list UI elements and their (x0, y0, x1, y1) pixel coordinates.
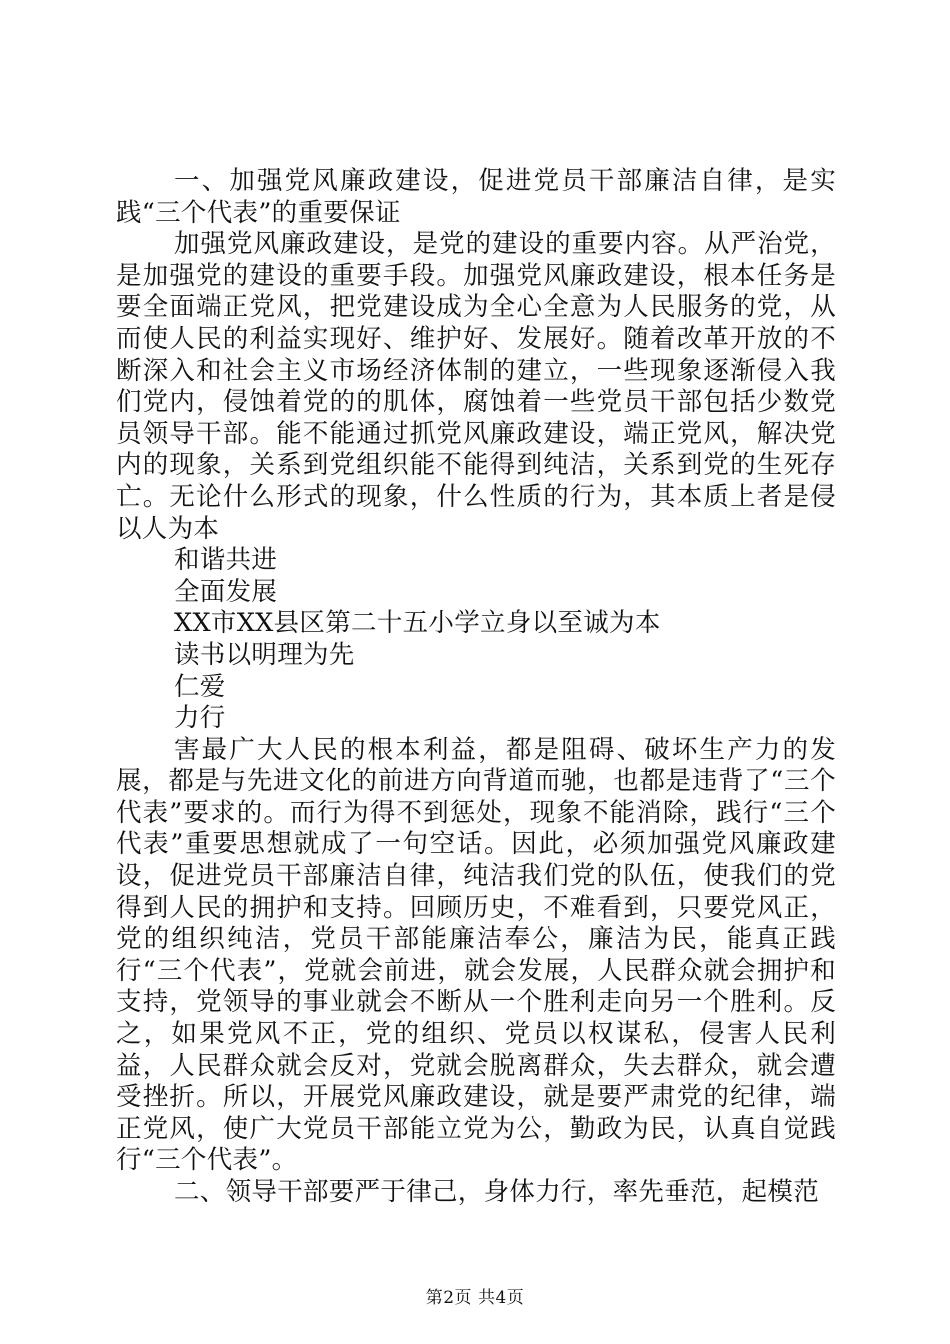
motto-line-5: 力行 (174, 703, 226, 734)
motto-line-2: 全面发展 (174, 576, 278, 607)
body-paragraph-1: 加强党风廉政建设，是党的建设的重要内容。从严治党，是加强党的建设的重要手段。加强党风廉政建设，根本任务是要全面端正党风，把党建设成为全心全意为人民服务的党，从而使人民的利益实现好、维护好、发展好。随着改革开放的不断深入和社会主义市场经济体制的建立，一些现象逐渐侵入我们党内，侵蚀着党的的肌体，腐蚀着一些党员干部包括少数党员领导干部。能不能通过抓党风廉政建设，端正党风，解决党内的现象，关系到党组织能不能得到纯洁，关系到党的生死存亡。无论什么形式的现象，什么性质的行为，其本质上者是侵以人为本 (116, 229, 836, 544)
motto-line-4: 仁爱 (174, 671, 226, 702)
document-body (116, 166, 836, 1209)
heading-paragraph-2: 二、领导干部要严于律己，身体力行，率先垂范，起模范 (174, 1177, 820, 1207)
motto-line-3: 读书以明理为先 (174, 639, 355, 670)
body-paragraph-2: 害最广大人民的根本利益，都是阻碍、破坏生产力的发展，都是与先进文化的前进方向背道而驰，也都是违背了“三个代表”要求的。而行为得不到惩处，现象不能消除，践行“三个代表”重要思想就成了一句空话。因此，必须加强党风廉政建设，促进党员干部廉洁自律，纯洁我们党的队伍，使我们的党得到人民的拥护和支持。回顾历史，不难看到，只要党风正，党的组织纯洁，党员干部能廉洁奉公，廉洁为民，能真正践行“三个代表”，党就会前进，就会发展，人民群众就会拥护和支持，党领导的事业就会不断从一个胜利走向另一个胜利。反之，如果党风不正，党的组织、党员以权谋私，侵害人民利益，人民群众就会反对，党就会脱离群众，失去群众，就会遭受挫折。所以，开展党风廉政建设，就是要严肃党的纪律，端正党风，使广大党员干部能立党为公，勤政为民，认真自觉践行“三个代表”。 (116, 734, 836, 1176)
school-line: XX市XX县区第二十五小学立身以至诚为本 (174, 608, 661, 639)
heading-paragraph-1: 一、加强党风廉政建设，促进党员干部廉洁自律，是实践“三个代表”的重要保证 (116, 166, 836, 228)
motto-line-1: 和谐共进 (174, 545, 278, 576)
page-number-footer: 第2页 共4页 (425, 1288, 525, 1308)
